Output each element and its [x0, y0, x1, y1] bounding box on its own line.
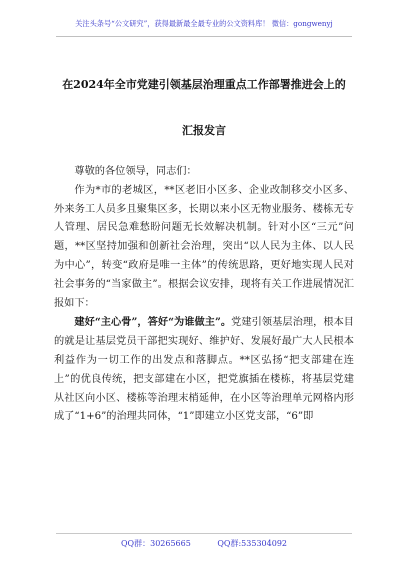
- body-paragraph-2: [54, 313, 354, 427]
- footer-qq-group-1: QQ群：30265665: [120, 539, 191, 548]
- document-subtitle: 汇报发言: [182, 124, 226, 137]
- section-text: 党建引领基层治理，根本目的就是让基层党员干部把实现好、维护好、发展好最广大人民根本利益作为一切工作的出发点和落脚点。**区弘扬“把支部建在连上”的优良传统，把支部建在小区，把党旗插在楼栋，将基层党建从社区向小区、楼栋等治理末梢延伸，在小区等治理单元网格内形成了“1+6”的治理共同体，“1”即建立小区党支部，“6”即: [54, 317, 354, 423]
- section-heading: 建好“主心骨”，答好“为谁做主”。: [74, 316, 232, 329]
- header-divider: [56, 36, 352, 37]
- document-body: [54, 163, 354, 427]
- body-paragraph-1: 作为*市的老城区，**区老旧小区多、企业改制移交小区多、外来务工人员多且聚集区多，长期以来小区无物业服务、楼栋无专人管理、居民急难愁盼问题无长效解决机制。针对小区“三元”问题，**区坚持加强和创新社会治理，突出“以人民为主体、以人民为中心”，转变“政府是唯一主体”的传统思路，更好地实现人民对社会事务的“当家做主”。根据会议安排，现将有关工作进展情况汇报如下：: [54, 184, 354, 309]
- salutation: 尊敬的各位领导，同志们：: [74, 166, 197, 177]
- footer-qq-group-2: QQ群:535304092: [217, 539, 287, 548]
- footer-divider: [56, 533, 352, 534]
- header-banner: 关注头条号“公文研究”，获得最新最全最专业的公文资料库！ 微信：gongwenyj: [75, 19, 333, 28]
- footer: [0, 537, 408, 551]
- document-title: 在2024年全市党建引领基层治理重点工作部署推进会上的: [62, 78, 346, 91]
